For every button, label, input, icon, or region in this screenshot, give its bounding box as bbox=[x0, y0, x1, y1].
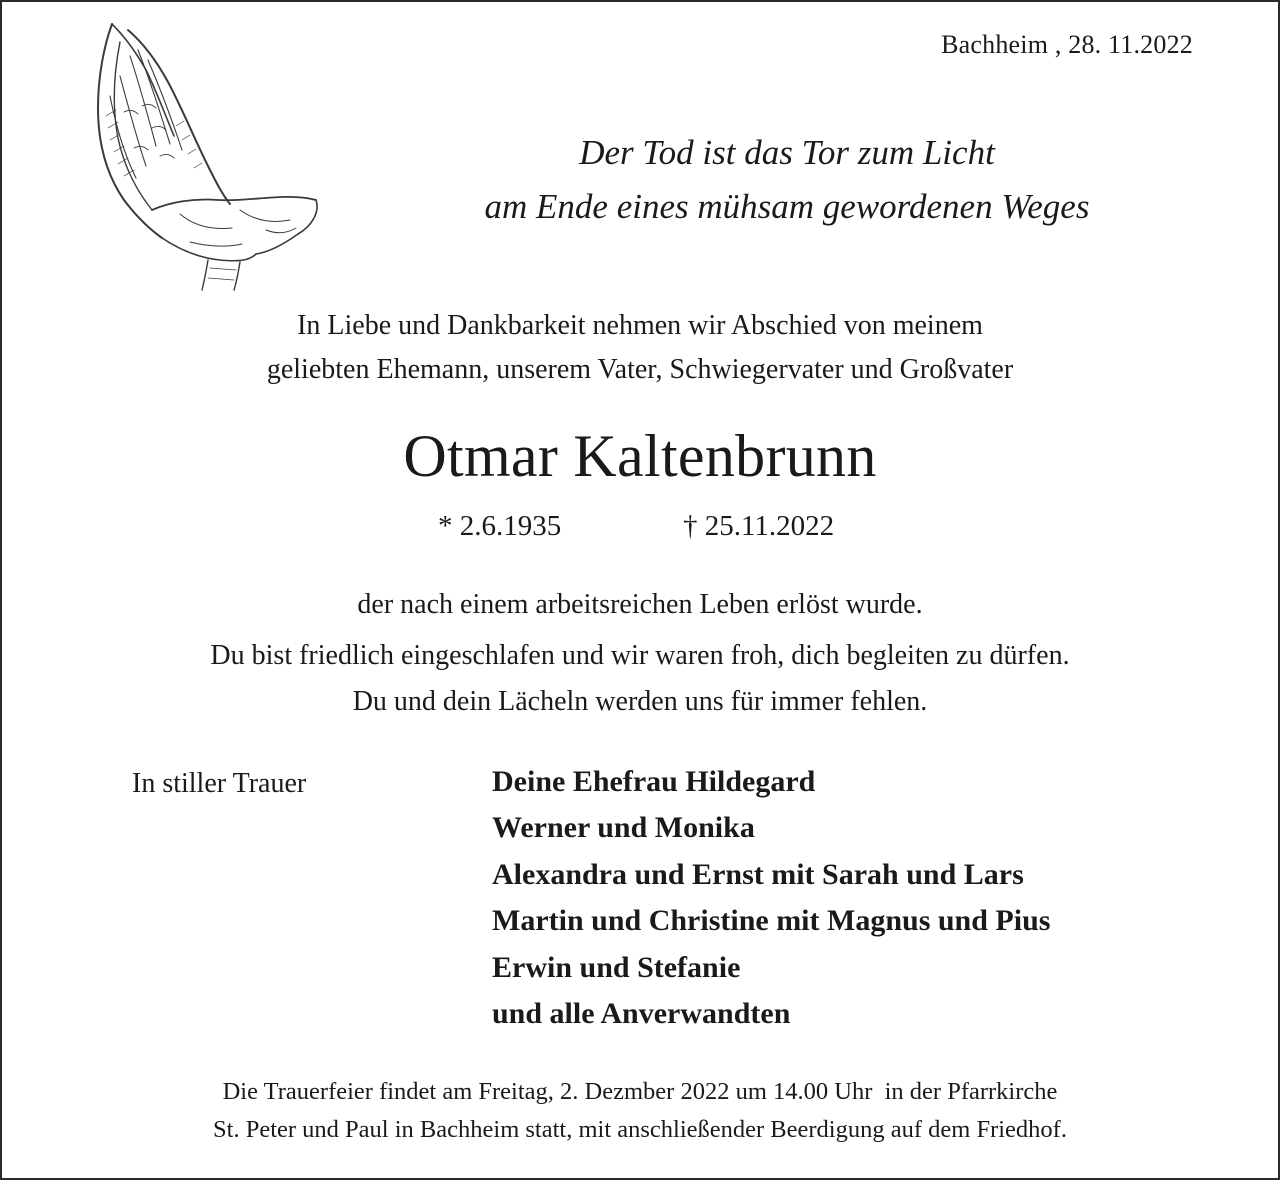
death-date: † 25.11.2022 bbox=[683, 510, 835, 542]
funeral-line: Die Trauerfeier findet am Freitag, 2. Dezmber 2022 um 14.00 Uhr in der Pfarrkirche bbox=[222, 1078, 1058, 1105]
place-date: Bachheim , 28. 11.2022 bbox=[941, 30, 1193, 59]
mourner-name: Deine Ehefrau Hildegard bbox=[492, 765, 816, 798]
birth-date: * 2.6.1935 bbox=[438, 510, 562, 542]
praying-hands-icon bbox=[90, 16, 326, 292]
intro-line: In Liebe und Dankbarkeit nehmen wir Abschied von meinem bbox=[297, 310, 983, 341]
mourner-name: Alexandra und Ernst mit Sarah und Lars bbox=[492, 857, 1024, 891]
mourner-name: Erwin und Stefanie bbox=[492, 950, 741, 984]
mourner-name: Werner und Monika bbox=[492, 811, 755, 845]
motto-quote bbox=[392, 126, 1182, 234]
mourners-list bbox=[492, 759, 1050, 1037]
farewell-intro bbox=[2, 304, 1278, 392]
intro-line: geliebten Ehemann, unserem Vater, Schwiegervater und Großvater bbox=[266, 354, 1014, 385]
motto-line: Der Tod ist das Tor zum Licht bbox=[579, 133, 995, 172]
mourner-name: und alle Anverwandten bbox=[492, 997, 791, 1031]
peace-line: Du bist friedlich eingeschlafen und wir waren froh, dich begleiten zu dürfen. bbox=[210, 640, 1070, 671]
release-text: der nach einem arbeitsreichen Leben erlöst wurde. bbox=[357, 589, 923, 620]
deceased-name: Otmar Kaltenbrunn bbox=[403, 423, 877, 489]
peace-text bbox=[2, 633, 1278, 725]
mourner-name: Martin und Christine mit Magnus und Pius bbox=[492, 904, 1051, 938]
mourning-label: In stiller Trauer bbox=[132, 768, 307, 799]
funeral-info bbox=[2, 1073, 1278, 1149]
funeral-line: St. Peter und Paul in Bachheim statt, mit anschließender Beerdigung auf dem Friedhof. bbox=[213, 1116, 1067, 1143]
peace-line: Du und dein Lächeln werden uns für immer fehlen. bbox=[352, 686, 928, 717]
motto-line: am Ende eines mühsam gewordenen Weges bbox=[484, 187, 1090, 226]
